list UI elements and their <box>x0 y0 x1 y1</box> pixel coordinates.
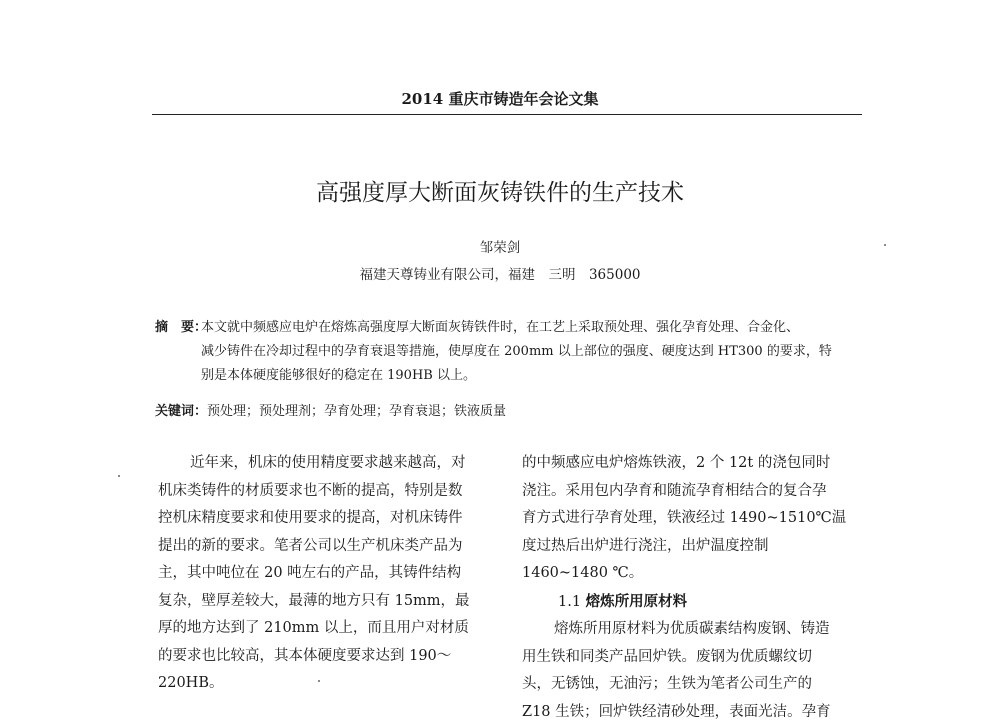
left-column <box>158 450 470 698</box>
section-title: 熔炼所用原材料 <box>586 593 688 610</box>
body-line: 机床类铸件的材质要求也不断的提高，特别是数 <box>158 478 470 506</box>
body-line: 的要求也比较高，其本体硬度要求达到 190～ <box>158 643 470 671</box>
running-header: 2014 重庆市铸造年会论文集 <box>0 88 1000 109</box>
body-line: 度过热后出炉进行浇注，出炉温度控制 <box>522 533 846 561</box>
body-line: 提出的新的要求。笔者公司以生产机床类产品为 <box>158 533 470 561</box>
body-line: Z18 生铁；回炉铁经清砂处理，表面光洁。孕育 <box>522 699 846 726</box>
author-affiliation: 福建天尊铸业有限公司，福建 三明 365000 <box>0 263 1000 283</box>
abstract-line: 减少铸件在冷却过程中的孕育衰退等措施，使厚度在 200mm 以上部位的强度、硬度达到 HT300 的要求，特 <box>155 340 832 364</box>
body-line: 控机床精度要求和使用要求的提高，对机床铸件 <box>158 505 470 533</box>
body-line: 近年来，机床的使用精度要求越来越高，对 <box>158 450 470 478</box>
right-column <box>522 450 846 726</box>
body-line: 熔炼所用原材料为优质碳素结构废钢、铸造 <box>522 616 846 644</box>
body-line: 头，无锈蚀，无油污；生铁为笔者公司生产的 <box>522 671 846 699</box>
scan-speck <box>118 475 120 477</box>
keywords-label: 关键词： <box>155 404 207 419</box>
body-line: 1460~1480 ℃。 <box>522 560 846 588</box>
author-name: 邹荣剑 <box>0 236 1000 256</box>
keywords-text: 预处理；预处理剂；孕育处理；孕育衰退；铁液质量 <box>207 404 506 419</box>
abstract-line: 别是本体硬度能够很好的稳定在 190HB 以上。 <box>155 364 832 388</box>
abstract-line <box>155 316 832 340</box>
scan-speck <box>884 244 886 246</box>
body-line: 厚的地方达到了 210mm 以上，而且用户对材质 <box>158 615 470 643</box>
abstract-text: 本文就中频感应电炉在熔炼高强度厚大断面灰铸铁件时，在工艺上采取预处理、强化孕育处理、合金化、 <box>201 320 799 335</box>
body-line: 220HB。 <box>158 670 470 698</box>
body-line: 的中频感应电炉熔炼铁液，2 个 12t 的浇包同时 <box>522 450 846 478</box>
keywords-block <box>155 400 506 419</box>
body-line: 浇注。采用包内孕育和随流孕育相结合的复合孕 <box>522 478 846 506</box>
header-rule <box>152 114 862 115</box>
section-number: 1.1 <box>558 594 581 610</box>
body-line: 复杂，壁厚差较大，最薄的地方只有 15mm，最 <box>158 588 470 616</box>
body-line: 育方式进行孕育处理，铁液经过 1490~1510℃温 <box>522 505 846 533</box>
body-line: 用生铁和同类产品回炉铁。废钢为优质螺纹切 <box>522 644 846 672</box>
paper-title: 高强度厚大断面灰铸铁件的生产技术 <box>0 174 1000 207</box>
section-heading <box>522 588 846 617</box>
abstract-label: 摘 要： <box>155 316 201 340</box>
body-line: 主，其中吨位在 20 吨左右的产品，其铸件结构 <box>158 560 470 588</box>
scan-speck <box>318 680 320 682</box>
abstract-block <box>155 316 832 388</box>
